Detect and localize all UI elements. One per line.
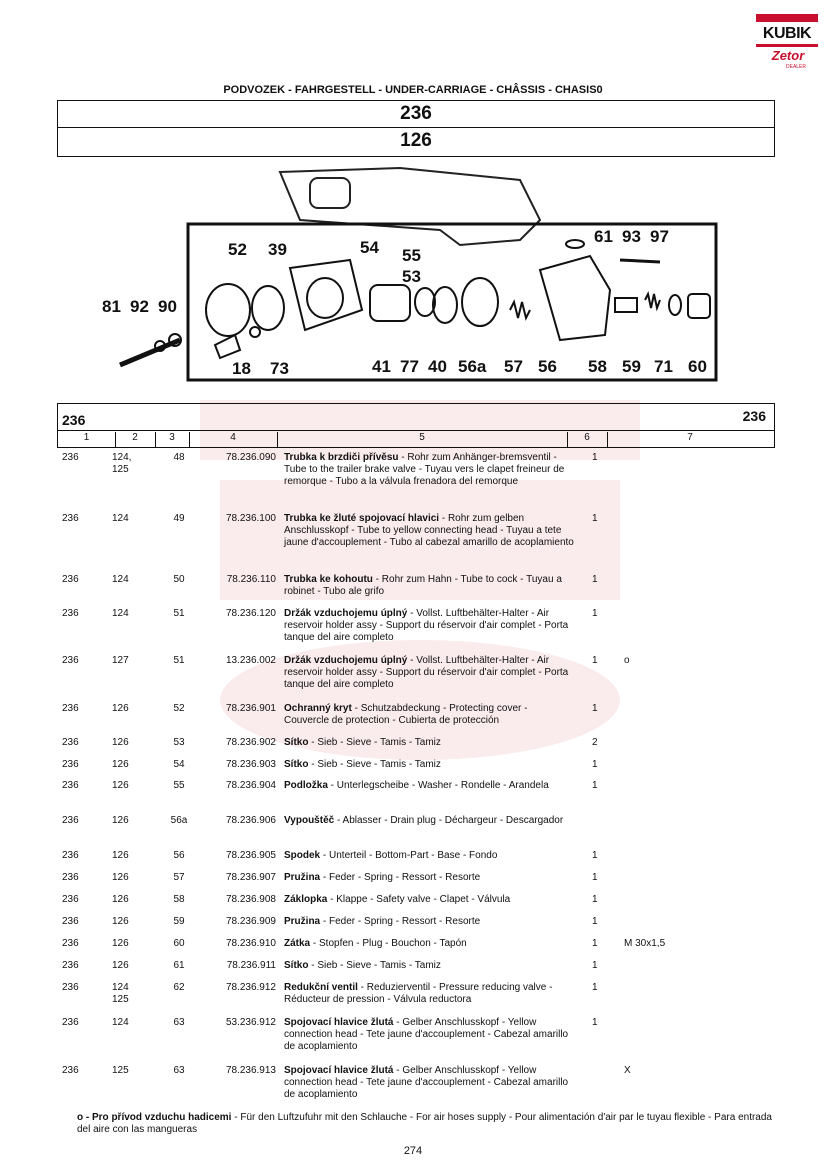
cell-c4: 78.236.909 xyxy=(225,916,276,927)
description-name: Ochranný kryt xyxy=(284,703,352,714)
description-name: Trubka k brzdiči přívěsu xyxy=(284,452,399,463)
diagram-label-93: 93 xyxy=(622,227,641,246)
cell-c1: 236 xyxy=(62,894,79,905)
cell-c7: X xyxy=(624,1065,631,1076)
description-translations: - Rohr zum Anhänger-bremsventil - Tube to the trailer brake valve - Tuyau vers le clapet freineur de remorque - Tubo a la válvula frenadora del remorque xyxy=(284,452,565,487)
cell-description xyxy=(284,850,574,862)
cell-c1: 236 xyxy=(62,737,79,748)
footnote-bold: o - Pro přívod vzduchu hadicemi xyxy=(77,1112,232,1123)
diagram-label-53: 53 xyxy=(402,267,421,286)
diagram-label-56a: 56a xyxy=(458,357,487,376)
cell-c6: 1 xyxy=(592,513,598,524)
description-name: Držák vzduchojemu úplný xyxy=(284,608,408,619)
description-name: Spodek xyxy=(284,850,321,861)
cell-description xyxy=(284,815,574,827)
cell-description xyxy=(284,1065,574,1101)
cell-c3: 53 xyxy=(173,737,185,748)
cell-c1: 236 xyxy=(62,574,79,585)
cell-c2: 126 xyxy=(112,894,129,905)
description-translations: - Stopfen - Plug - Bouchon - Tapón xyxy=(310,938,467,949)
description-translations: - Sieb - Sieve - Tamis - Tamiz xyxy=(308,960,441,971)
cell-c3: 63 xyxy=(173,1017,185,1028)
description-translations: - Klappe - Safety valve - Clapet - Válvula xyxy=(327,894,511,905)
cell-c1: 236 xyxy=(62,1017,79,1028)
description-translations: - Gelber Anschlusskopf - Yellow connection head - Tete jaune d'accouplement - Cabezal amarillo de acoplamiento xyxy=(284,1017,569,1052)
cell-c1: 236 xyxy=(62,872,79,883)
cell-c4: 78.236.913 xyxy=(225,1065,276,1076)
code-box-2 xyxy=(57,127,775,157)
cell-c4: 78.236.100 xyxy=(225,513,276,524)
cell-c6: 1 xyxy=(592,960,598,971)
cell-c4: 78.236.090 xyxy=(225,452,276,463)
diagram-label-92: 92 xyxy=(130,297,149,316)
cell-c6: 1 xyxy=(592,872,598,883)
cell-c1: 236 xyxy=(62,513,79,524)
cell-description xyxy=(284,759,574,771)
description-name: Držák vzduchojemu úplný xyxy=(284,655,408,666)
cell-description xyxy=(284,452,574,488)
cell-c1: 236 xyxy=(62,850,79,861)
cell-c4: 53.236.912 xyxy=(225,1017,276,1028)
cell-c3: 61 xyxy=(173,960,185,971)
cell-description xyxy=(284,703,574,727)
description-name: Sítko xyxy=(284,759,309,770)
cell-c3: 62 xyxy=(173,982,185,993)
cell-description xyxy=(284,780,574,792)
cell-c1: 236 xyxy=(62,655,79,666)
description-name: Zátka xyxy=(284,938,311,949)
diagram-label-56: 56 xyxy=(538,357,557,376)
logo-tag: DEALER xyxy=(786,64,807,70)
cell-c6: 2 xyxy=(592,737,598,748)
diagram-label-18: 18 xyxy=(232,359,251,378)
col-header-7: 7 xyxy=(687,432,693,443)
diagram-label-39: 39 xyxy=(268,240,287,259)
cell-c1: 236 xyxy=(62,703,79,714)
cell-c2: 126 xyxy=(112,916,129,927)
cell-description xyxy=(284,608,574,644)
kubik-zetor-logo xyxy=(756,14,818,72)
cell-description xyxy=(284,916,574,928)
description-translations: - Feder - Spring - Ressort - Resorte xyxy=(320,872,481,883)
column-header-row xyxy=(58,430,774,447)
description-name: Podložka xyxy=(284,780,328,791)
cell-description xyxy=(284,513,574,549)
cell-c2: 126 xyxy=(112,703,129,714)
description-translations: - Unterlegscheibe - Washer - Rondelle - Arandela xyxy=(327,780,549,791)
cell-c4: 78.236.903 xyxy=(225,759,276,770)
cell-c3: 56a xyxy=(170,815,188,826)
description-translations: - Sieb - Sieve - Tamis - Tamiz xyxy=(308,737,441,748)
description-translations: - Vollst. Luftbehälter-Halter - Air reservoir holder assy - Support du réservoir d'air complet - Porta tanque del aire completo xyxy=(284,655,569,690)
description-translations: - Rohr zum gelben Anschlusskopf - Tube to yellow connecting head - Tuyau a tete jaune d'accouplement - Tubo al cabezal amarillo de acoplamiento xyxy=(284,513,574,548)
diagram-label-61: 61 xyxy=(594,227,613,246)
cell-description xyxy=(284,938,574,950)
description-name: Záklopka xyxy=(284,894,328,905)
cell-c2: 126 xyxy=(112,815,129,826)
cell-c4: 78.236.110 xyxy=(226,574,276,585)
cell-c6: 1 xyxy=(592,780,598,791)
col-header-4: 4 xyxy=(189,432,278,447)
diagram-label-81: 81 xyxy=(102,297,121,316)
cell-c1: 236 xyxy=(62,815,79,826)
cell-c1: 236 xyxy=(62,759,79,770)
cell-c4: 78.236.904 xyxy=(225,780,276,791)
diagram-label-71: 71 xyxy=(654,357,673,376)
cell-c3: 49 xyxy=(173,513,185,524)
cell-c4: 78.236.912 xyxy=(225,982,276,993)
cell-c4: 78.236.907 xyxy=(225,872,276,883)
diagram-label-90: 90 xyxy=(158,297,177,316)
footnote-text: - Für den Luftzufuhr mit den Schlauche - For air hoses supply - Pour alimentación d'air par le tuyau flexible - Para entrada del aire con las mangueras xyxy=(77,1112,772,1135)
cell-c3: 51 xyxy=(173,655,185,666)
cell-c2: 124 xyxy=(112,1017,129,1028)
cell-c1: 236 xyxy=(62,982,79,993)
description-translations: - Sieb - Sieve - Tamis - Tamiz xyxy=(308,759,441,770)
diagram-label-57: 57 xyxy=(504,357,523,376)
description-name: Vypouštěč xyxy=(284,815,335,826)
cell-c6: 1 xyxy=(592,894,598,905)
diagram-label-54: 54 xyxy=(360,238,379,257)
cell-c2: 124 xyxy=(112,574,129,585)
diagram-label-60: 60 xyxy=(688,357,707,376)
col-header-5: 5 xyxy=(277,432,568,447)
cell-c3: 52 xyxy=(173,703,185,714)
cell-c3: 54 xyxy=(173,759,185,770)
cell-c1: 236 xyxy=(62,780,79,791)
description-name: Pružina xyxy=(284,872,321,883)
group-code-left: 236 xyxy=(62,412,86,428)
cell-c4: 78.236.902 xyxy=(225,737,276,748)
cell-description xyxy=(284,982,574,1006)
diagram-label-52: 52 xyxy=(228,240,247,259)
cell-c4: 78.236.906 xyxy=(225,815,276,826)
cell-c6: 1 xyxy=(592,982,598,993)
code-1: 236 xyxy=(400,103,432,124)
col-header-3: 3 xyxy=(155,432,190,447)
description-translations: - Schutzabdeckung - Protecting cover - Couvercle de protection - Cubierta de protección xyxy=(284,703,528,726)
cell-description xyxy=(284,894,574,906)
cell-c2: 127 xyxy=(112,655,129,666)
cell-c6: 1 xyxy=(592,703,598,714)
cell-c4: 13.236.002 xyxy=(225,655,276,666)
cell-c3: 60 xyxy=(173,938,185,949)
description-name: Sítko xyxy=(284,737,309,748)
diagram-label-77: 77 xyxy=(400,357,419,376)
diagram-label-73: 73 xyxy=(270,359,289,378)
cell-c4: 78.236.910 xyxy=(225,938,276,949)
cell-c1: 236 xyxy=(62,938,79,949)
cell-c2: 124 xyxy=(112,608,129,619)
cell-c6: 1 xyxy=(592,850,598,861)
cell-description xyxy=(284,872,574,884)
cell-c3: 50 xyxy=(173,574,185,585)
logo-brand: KUBIK xyxy=(756,24,818,47)
diagram-label-55: 55 xyxy=(402,246,421,265)
description-name: Spojovací hlavice žlutá xyxy=(284,1065,394,1076)
description-translations: - Vollst. Luftbehälter-Halter - Air reservoir holder assy - Support du réservoir d'air complet - Porta tanque del aire completo xyxy=(284,608,569,643)
description-translations: - Ablasser - Drain plug - Déchargeur - Descargador xyxy=(334,815,564,826)
diagram-label-97: 97 xyxy=(650,227,669,246)
cell-c3: 57 xyxy=(173,872,185,883)
cell-c4: 78.236.911 xyxy=(226,960,276,971)
cell-c2: 126 xyxy=(112,872,129,883)
col-header-1: 1 xyxy=(58,432,116,447)
cell-c2: 126 xyxy=(112,759,129,770)
footnote xyxy=(77,1112,777,1136)
cell-c6: 1 xyxy=(592,655,598,666)
cell-c3: 48 xyxy=(173,452,185,463)
cell-description xyxy=(284,574,574,598)
cell-c2: 126 xyxy=(112,938,129,949)
col-header-6: 6 xyxy=(567,432,608,447)
cell-c1: 236 xyxy=(62,608,79,619)
cell-c3: 58 xyxy=(173,894,185,905)
description-name: Redukční ventil xyxy=(284,982,358,993)
parts-table-header xyxy=(57,403,775,448)
cell-c3: 51 xyxy=(173,608,185,619)
cell-c4: 78.236.120 xyxy=(225,608,276,619)
cell-c2: 126 xyxy=(112,960,129,971)
cell-c6: 1 xyxy=(592,916,598,927)
cell-c2: 124 xyxy=(112,513,129,524)
cell-c6: 1 xyxy=(592,938,598,949)
diagram-label-58: 58 xyxy=(588,357,607,376)
cell-description xyxy=(284,737,574,749)
cell-c1: 236 xyxy=(62,452,79,463)
cell-c1: 236 xyxy=(62,916,79,927)
exploded-parts-diagram xyxy=(100,160,720,385)
cell-c1: 236 xyxy=(62,960,79,971)
cell-c2: 126 xyxy=(112,850,129,861)
description-name: Trubka ke kohoutu xyxy=(284,574,373,585)
page-number: 274 xyxy=(403,1145,423,1157)
diagram-label-40: 40 xyxy=(428,357,447,376)
cell-c3: 59 xyxy=(173,916,185,927)
cell-c7: M 30x1,5 xyxy=(624,938,666,949)
cell-description xyxy=(284,655,574,691)
cell-c2: 124 125 xyxy=(112,982,129,1005)
cell-c2: 126 xyxy=(112,780,129,791)
cell-c2: 124, 125 xyxy=(112,452,132,475)
logo-sub: Zetor xyxy=(771,48,805,63)
cell-c3: 55 xyxy=(173,780,185,791)
description-translations: - Unterteil - Bottom-Part - Base - Fondo xyxy=(320,850,498,861)
cell-c2: 126 xyxy=(112,737,129,748)
cell-description xyxy=(284,960,574,972)
cell-description xyxy=(284,1017,574,1053)
cell-c3: 56 xyxy=(173,850,185,861)
cell-c4: 78.236.905 xyxy=(225,850,276,861)
cell-c2: 125 xyxy=(112,1065,129,1076)
cell-c4: 78.236.908 xyxy=(225,894,276,905)
diagram-label-41: 41 xyxy=(372,357,391,376)
description-name: Trubka ke žluté spojovací hlavici xyxy=(284,513,440,524)
cell-c3: 63 xyxy=(173,1065,185,1076)
description-translations: - Feder - Spring - Ressort - Resorte xyxy=(320,916,481,927)
cell-c6: 1 xyxy=(592,1017,598,1028)
cell-c1: 236 xyxy=(62,1065,79,1076)
cell-c7: o xyxy=(624,655,630,666)
diagram-label-59: 59 xyxy=(622,357,641,376)
description-name: Spojovací hlavice žlutá xyxy=(284,1017,394,1028)
description-translations: - Rohr zum Hahn - Tube to cock - Tuyau a robinet - Tubo ale grifo xyxy=(284,574,562,597)
page-heading: PODVOZEK - FAHRGESTELL - UNDER-CARRIAGE - CHÂSSIS - CHASIS0 xyxy=(223,84,603,96)
description-translations: - Reduzierventil - Pressure reducing valve - Réducteur de pression - Válvula reductora xyxy=(284,982,553,1005)
code-2: 126 xyxy=(400,130,432,151)
cell-c6: 1 xyxy=(592,452,598,463)
description-name: Sítko xyxy=(284,960,309,971)
group-code-right: 236 xyxy=(742,408,766,424)
cell-c6: 1 xyxy=(592,759,598,770)
cell-c6: 1 xyxy=(592,574,598,585)
cell-c6: 1 xyxy=(592,608,598,619)
description-name: Pružina xyxy=(284,916,321,927)
cell-c4: 78.236.901 xyxy=(225,703,276,714)
code-box-1 xyxy=(57,100,775,128)
description-translations: - Gelber Anschlusskopf - Yellow connection head - Tete jaune d'accouplement - Cabezal amarillo de acoplamiento xyxy=(284,1065,569,1100)
col-header-2: 2 xyxy=(115,432,156,447)
